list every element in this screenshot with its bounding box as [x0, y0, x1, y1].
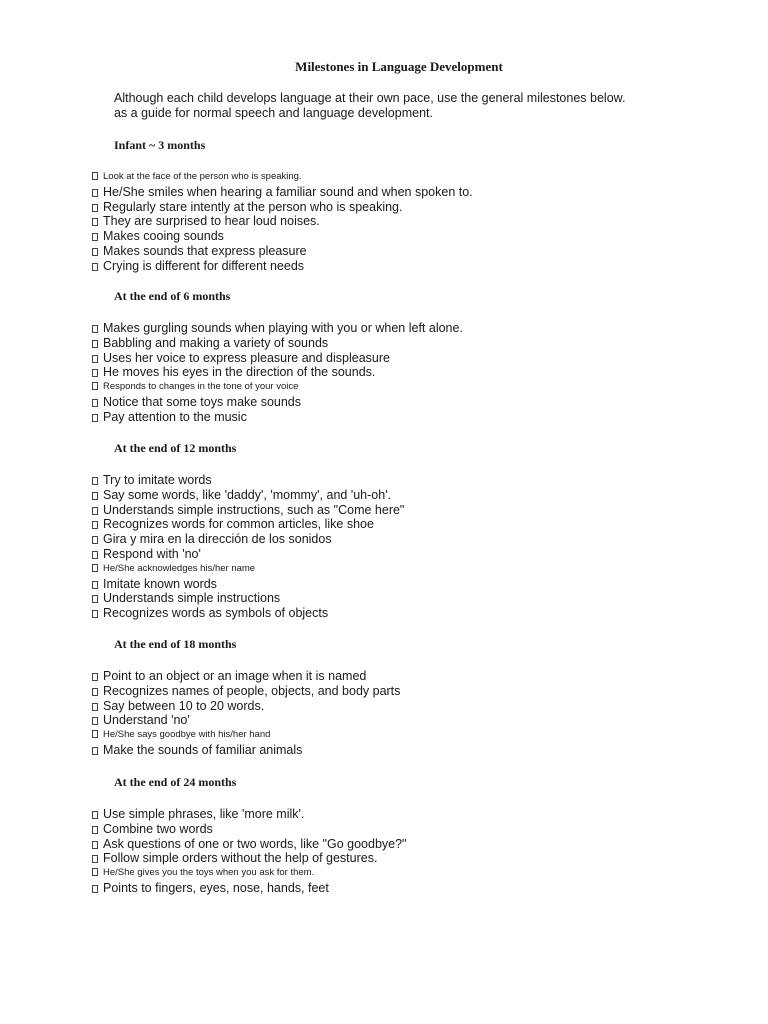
checklist — [0, 669, 768, 758]
checklist-item-text: Notice that some toys make sounds — [103, 394, 302, 409]
checkbox-icon — [92, 492, 98, 500]
section-heading: At the end of 6 months — [114, 289, 231, 303]
checklist-item-text: Makes gurgling sounds when playing with you or when left alone. — [103, 321, 463, 335]
checklist-item — [92, 577, 768, 592]
checklist-item-text: Makes sounds that express pleasure — [103, 243, 307, 258]
checklist-item-text: He/She says goodbye with his/her hand — [103, 729, 271, 741]
checklist-item-text: He/She smiles when hearing a familiar sound and when spoken to. — [103, 184, 473, 199]
intro-line-1: Although each child develops language at their own pace, use the general milestones below. — [114, 91, 626, 105]
checkbox-icon — [92, 399, 98, 407]
checklist-item — [92, 185, 768, 200]
checklist-item — [92, 259, 768, 274]
checkbox-icon — [92, 325, 98, 333]
checklist-item-text: Ask questions of one or two words, like "Go goodbye?" — [103, 836, 407, 851]
section-infant-3-months — [0, 137, 768, 274]
checklist-item-text: Responds to changes in the tone of your voice — [103, 381, 299, 393]
checkbox-icon — [92, 382, 98, 390]
section-24-months — [0, 774, 768, 896]
checkbox-icon — [92, 414, 98, 422]
intro-line-2: as a guide for normal speech and language development. — [114, 106, 433, 120]
checklist-item — [92, 837, 768, 852]
checkbox-icon — [92, 204, 98, 212]
checklist-item — [92, 170, 768, 185]
checkbox-icon — [92, 885, 98, 893]
checklist-item-text: Recognizes words as symbols of objects — [103, 606, 329, 621]
document-title: Milestones in Language Development — [295, 59, 503, 74]
checklist-item-text: They are surprised to hear loud noises. — [103, 214, 320, 229]
checklist-item-text: Gira y mira en la dirección de los sonidos — [103, 532, 332, 547]
checkbox-icon — [92, 595, 98, 603]
checklist-item-text: Crying is different for different needs — [103, 258, 305, 273]
checklist-item — [92, 822, 768, 837]
checklist-item — [92, 591, 768, 606]
checklist-item — [92, 699, 768, 714]
checkbox-icon — [92, 172, 98, 180]
checklist-item — [92, 532, 768, 547]
checklist-item-text: Makes cooing sounds — [103, 229, 224, 244]
checklist-item-text: He/She gives you the toys when you ask for them. — [103, 867, 315, 879]
section-heading: At the end of 24 months — [114, 775, 237, 789]
checklist-item — [92, 488, 768, 503]
checklist-item-text: Points to fingers, eyes, nose, hands, feet — [103, 880, 329, 895]
checklist-item — [92, 851, 768, 866]
checkbox-icon — [92, 507, 98, 515]
checklist-item-text: Imitate known words — [103, 576, 217, 591]
checkbox-icon — [92, 477, 98, 485]
section-12-months — [0, 440, 768, 621]
checkbox-icon — [92, 355, 98, 363]
checklist-item — [92, 713, 768, 728]
checklist-item — [92, 547, 768, 562]
checklist-item-text: He/She acknowledges his/her name — [103, 562, 256, 574]
checklist-item — [92, 214, 768, 229]
checkbox-icon — [92, 581, 98, 589]
checkbox-icon — [92, 536, 98, 544]
checklist-item-text: Recognizes names of people, objects, and body parts — [103, 683, 401, 698]
checkbox-icon — [92, 189, 98, 197]
checkbox-icon — [92, 233, 98, 241]
section-heading: At the end of 18 months — [114, 637, 237, 651]
checklist-item-text: Say some words, like 'daddy', 'mommy', and 'uh-oh'. — [103, 487, 392, 502]
checklist — [0, 321, 768, 425]
checklist-item-text: Recognizes words for common articles, like shoe — [103, 517, 374, 532]
checklist-item — [92, 473, 768, 488]
checklist-item-text: Try to imitate words — [103, 473, 212, 487]
checklist-item — [92, 562, 768, 577]
checkbox-icon — [92, 551, 98, 559]
checklist-item — [92, 728, 768, 743]
checklist-item-text: Babbling and making a variety of sounds — [103, 335, 329, 350]
checkbox-icon — [92, 521, 98, 529]
checkbox-icon — [92, 369, 98, 377]
checklist-item-text: Combine two words — [103, 821, 213, 836]
checklist-item — [92, 395, 768, 410]
checklist-item-text: Respond with 'no' — [103, 546, 201, 561]
checklist-item — [92, 336, 768, 351]
checklist — [0, 170, 768, 274]
checklist-item — [92, 606, 768, 621]
checkbox-icon — [92, 340, 98, 348]
checkbox-icon — [92, 841, 98, 849]
checkbox-icon — [92, 564, 98, 572]
checkbox-icon — [92, 263, 98, 271]
checkbox-icon — [92, 811, 98, 819]
checklist-item-text: Understands simple instructions, such as "Come here" — [103, 502, 405, 517]
section-18-months — [0, 636, 768, 758]
section-heading: Infant ~ 3 months — [114, 138, 206, 152]
checklist-item — [92, 365, 768, 380]
checkbox-icon — [92, 826, 98, 834]
checklist-item-text: Point to an object or an image when it is named — [103, 669, 367, 683]
checklist-item-text: He moves his eyes in the direction of the sounds. — [103, 365, 376, 380]
section-heading: At the end of 12 months — [114, 441, 237, 455]
checkbox-icon — [92, 868, 98, 876]
intro-paragraph — [114, 91, 674, 121]
checkbox-icon — [92, 688, 98, 696]
checkbox-icon — [92, 218, 98, 226]
checklist-item — [92, 866, 768, 881]
checkbox-icon — [92, 730, 98, 738]
checklist-item — [92, 807, 768, 822]
checklist-item — [92, 517, 768, 532]
checkbox-icon — [92, 248, 98, 256]
checklist-item — [92, 410, 768, 425]
checklist-item — [92, 200, 768, 215]
checkbox-icon — [92, 703, 98, 711]
checklist-item — [92, 503, 768, 518]
checkbox-icon — [92, 855, 98, 863]
checklist-item — [92, 321, 768, 336]
checklist — [0, 807, 768, 896]
checklist-item — [92, 684, 768, 699]
checklist-item-text: Understand 'no' — [103, 713, 190, 728]
checklist-item-text: Pay attention to the music — [103, 409, 247, 424]
checkbox-icon — [92, 610, 98, 618]
checklist-item — [92, 669, 768, 684]
checklist-item-text: Regularly stare intently at the person who is speaking. — [103, 199, 403, 214]
checklist-item — [92, 380, 768, 395]
checklist-item-text: Look at the face of the person who is speaking. — [103, 171, 302, 182]
checklist-item-text: Uses her voice to express pleasure and displeasure — [103, 350, 390, 365]
section-6-months — [0, 288, 768, 425]
checklist-item — [92, 881, 768, 896]
checklist-item — [92, 743, 768, 758]
checklist — [0, 473, 768, 621]
checkbox-icon — [92, 717, 98, 725]
checkbox-icon — [92, 673, 98, 681]
checklist-item-text: Say between 10 to 20 words. — [103, 698, 265, 713]
checkbox-icon — [92, 747, 98, 755]
checklist-item — [92, 229, 768, 244]
checklist-item-text: Use simple phrases, like 'more milk'. — [103, 807, 305, 821]
checklist-item-text: Follow simple orders without the help of gestures. — [103, 851, 378, 866]
checklist-item-text: Make the sounds of familiar animals — [103, 742, 303, 757]
checklist-item — [92, 244, 768, 259]
checklist-item — [92, 351, 768, 366]
checklist-item-text: Understands simple instructions — [103, 591, 281, 606]
